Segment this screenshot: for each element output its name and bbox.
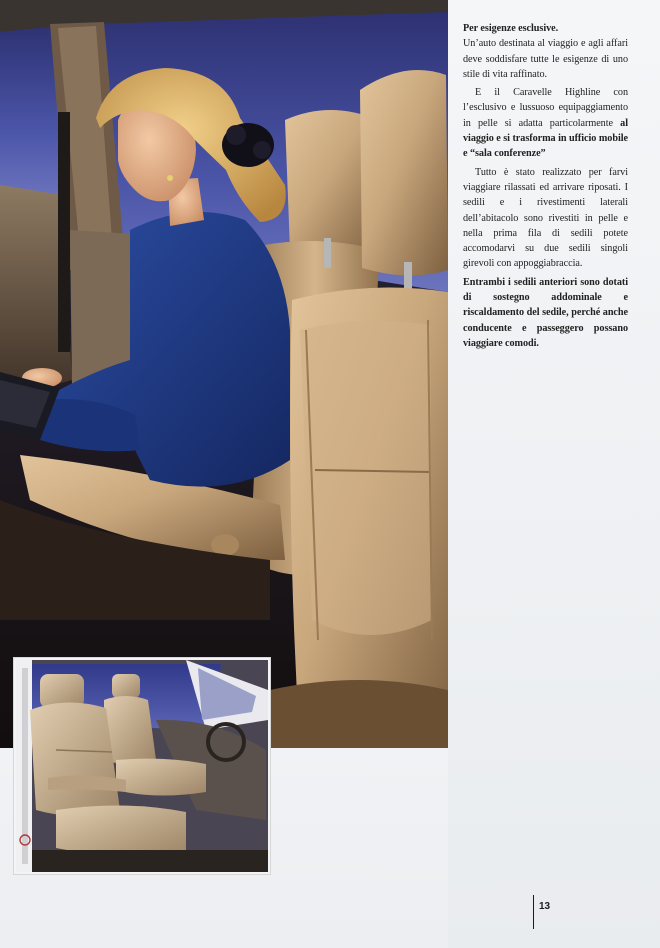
article-paragraph-2 — [463, 85, 628, 161]
article-paragraph-3 — [463, 165, 628, 272]
article-paragraph-4 — [463, 275, 628, 351]
article-text-column — [463, 21, 628, 354]
article-paragraph-4-text: Entrambi i sedili anteriori sono dotati di sostegno addominale e riscaldamento del sedile, perché anche conducente e passeggero possano viaggiare comodi. — [463, 276, 628, 349]
page-number: 13 — [539, 901, 551, 912]
inset-photo-illustration — [16, 660, 268, 872]
article-heading: Per esigenze esclusive. — [463, 23, 559, 34]
inset-photo-front-seats — [14, 658, 270, 874]
article-paragraph-2-text: E il Caravelle Highline con l’esclusivo e lussuoso equipaggiamento in pelle si adatta particolarmente — [463, 87, 628, 129]
article-paragraph-2-emphasis: al viaggio e si trasforma in ufficio mobile e “sala conferenze” — [463, 117, 628, 160]
page-number-rule — [533, 895, 534, 929]
article-paragraph-1-text: Un’auto destinata al viaggio e agli affari deve soddisfare tutte le esigenze di uno stile di vita raffinato. — [463, 38, 628, 80]
article-paragraph-3-text: Tutto è stato realizzato per farvi viaggiare rilassati ed arrivare riposati. I sedili e i rivestimenti laterali dell’abitacolo sono rivestiti in pelle e nella prima fila di sedili potete accomodarvi su due sedili singoli girevoli con appoggiabraccia. — [463, 166, 628, 270]
article-paragraph-intro — [463, 21, 628, 82]
